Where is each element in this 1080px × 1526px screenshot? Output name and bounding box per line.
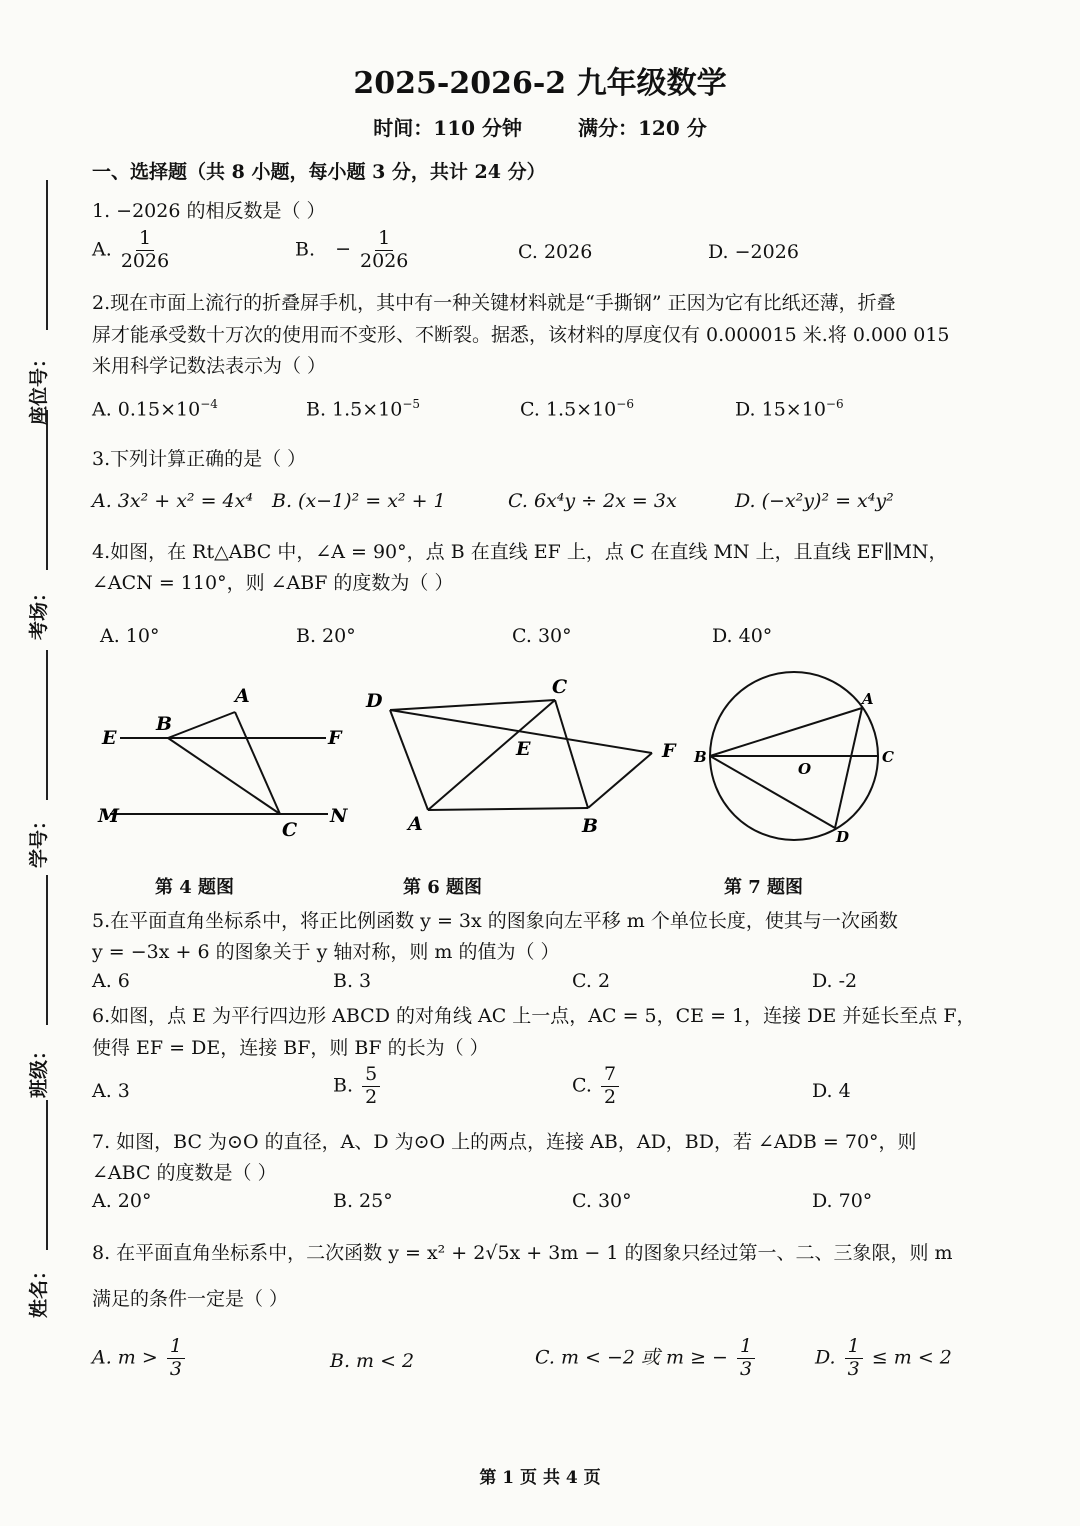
exam-room-label: 考场：: [28, 582, 50, 640]
full-score: 满分：120 分: [578, 116, 707, 140]
q6-line-1: 6.如图，点 E 为平行四边形 ABCD 的对角线 AC 上一点，AC = 5，CE = 1，连接 DE 并延长至点 F，: [92, 1005, 976, 1027]
q8-line-2: 满足的条件一定是（ ）: [92, 1288, 289, 1310]
fig4-label-f: F: [328, 727, 342, 749]
q7-option-d: D. 70°: [812, 1190, 873, 1212]
fig7-label-c: C: [882, 748, 894, 766]
q8-option-a: A. m > $\frac{1}{3}$: [92, 1336, 188, 1381]
q2-option-c: C. $1.5\times 10^{-6}$: [520, 397, 634, 421]
fig6-caption: 第 6 题图: [403, 877, 483, 898]
q6-b-fraction: $\frac{5}{2}$: [362, 1064, 380, 1109]
q1-a-fraction: $\frac{1}{2026}$: [120, 227, 170, 272]
q1-option-c: C. 2026: [518, 241, 593, 263]
fig6-label-a: A: [408, 813, 423, 835]
q7-option-c: C. 30°: [572, 1190, 632, 1212]
q6-option-d: D. 4: [812, 1080, 851, 1102]
figure-6: [360, 675, 690, 845]
binding-line: [46, 650, 48, 800]
q1-b-fraction: $\frac{1}{2026}$: [360, 227, 409, 272]
q8-c-fraction: $\frac{1}{3}$: [737, 1336, 755, 1381]
fig7-label-d: D: [836, 828, 850, 846]
q7-option-b: B. 25°: [333, 1190, 393, 1212]
q7-option-a: A. 20°: [92, 1190, 152, 1212]
q8-line-1: 8. 在平面直角坐标系中，二次函数 y = x² + 2√5x + 3m − 1 的图象只经过第一、二、三象限，则 m: [92, 1242, 953, 1264]
fig6-label-c: C: [552, 676, 568, 698]
q5-option-c: C. 2: [572, 970, 611, 992]
student-id-label: 学号：: [28, 810, 50, 868]
q2-option-b: B. $1.5\times 10^{-5}$: [306, 397, 421, 421]
q2-option-a: A. $0.15\times 10^{-4}$: [92, 397, 218, 421]
binding-line: [46, 410, 48, 570]
fig7-caption: 第 7 题图: [724, 877, 804, 898]
q8-a-fraction: $\frac{1}{3}$: [167, 1336, 185, 1381]
q6-c-fraction: $\frac{7}{2}$: [601, 1064, 619, 1109]
q6-option-b: B. $\frac{5}{2}$: [333, 1064, 383, 1109]
q1-stem: 1. −2026 的相反数是（ ）: [92, 200, 326, 222]
q2-line-3: 米用科学记数法表示为（ ）: [92, 355, 327, 377]
q4-option-a: A. 10°: [100, 625, 160, 647]
binding-line: [46, 1100, 48, 1250]
q5-option-b: B. 3: [333, 970, 372, 992]
q4-line-1: 4.如图，在 Rt△ABC 中，∠A = 90°，点 B 在直线 EF 上，点 C 在直线 MN 上，且直线 EF∥MN，: [92, 541, 948, 563]
q1-option-a: A. $\frac{1}{2026}$: [92, 227, 170, 272]
q2-line-2: 屏才能承受数十万次的使用而不变形、不断裂。据悉，该材料的厚度仅有 0.000015 米.将 0.000 015: [92, 324, 950, 346]
q2-line-1: 2.现在市面上流行的折叠屏手机，其中有一种关键材料就是“手撕钢” 正因为它有比纸还薄，折叠: [92, 292, 896, 314]
q2-option-d: D. $15\times 10^{-6}$: [735, 397, 844, 421]
fig4-label-e: E: [102, 727, 117, 749]
q6-option-a: A. 3: [92, 1080, 130, 1102]
fig6-label-d: D: [366, 690, 383, 712]
q8-option-d: D. $\frac{1}{3}$ ≤ m < 2: [815, 1335, 952, 1380]
q8-option-c: C. m < −2 或 m ≥ − $\frac{1}{3}$: [535, 1336, 758, 1381]
q3-option-b: B. (x−1)² = x² + 1: [272, 490, 446, 512]
q3-option-d: D. (−x²y)² = x⁴y²: [735, 490, 894, 512]
q5-line-1: 5.在平面直角坐标系中，将正比例函数 y = 3x 的图象向左平移 m 个单位长度，使其与一次函数: [92, 910, 898, 932]
q3-option-a: A. 3x² + x² = 4x⁴: [92, 490, 253, 512]
page-title: 2025-2026-2 九年级数学: [353, 66, 727, 101]
q7-line-2: ∠ABC 的度数是（ ）: [92, 1162, 277, 1184]
q3-option-c: C. 6x⁴y ÷ 2x = 3x: [508, 490, 677, 512]
q7-line-1: 7. 如图，BC 为⊙O 的直径，A、D 为⊙O 上的两点，连接 AB，AD，BD，若 ∠ADB = 70°，则: [92, 1131, 917, 1153]
fig4-label-a: A: [235, 685, 250, 707]
fig4-label-b: B: [156, 713, 173, 735]
fig7-label-a: A: [862, 690, 874, 708]
binding-line: [46, 875, 48, 1025]
q6-option-c: C. $\frac{7}{2}$: [572, 1064, 622, 1109]
fig4-label-n: N: [330, 805, 348, 827]
page-footer: 第 1 页 共 4 页: [479, 1468, 601, 1488]
fig6-label-f: F: [662, 740, 676, 762]
fig4-caption: 第 4 题图: [155, 877, 235, 898]
fig7-label-b: B: [694, 748, 707, 766]
q5-line-2: y = −3x + 6 的图象关于 y 轴对称，则 m 的值为（ ）: [92, 941, 560, 963]
q5-option-a: A. 6: [92, 970, 130, 992]
fig6-label-e: E: [516, 738, 531, 760]
q1-option-b: B. − $\frac{1}{2026}$: [295, 227, 409, 272]
section-title: 一、选择题（共 8 小题，每小题 3 分，共计 24 分）: [92, 161, 546, 183]
fig4-label-c: C: [282, 819, 298, 841]
q8-d-fraction: $\frac{1}{3}$: [845, 1336, 863, 1381]
name-label: 姓名：: [28, 1260, 50, 1318]
q3-stem: 3.下列计算正确的是（ ）: [92, 448, 307, 470]
class-label: 班级：: [28, 1040, 50, 1098]
figure-4: [90, 670, 360, 850]
time-limit: 时间：110 分钟: [373, 116, 522, 140]
seat-number-label: 座位号：: [28, 348, 50, 425]
q4-option-c: C. 30°: [512, 625, 572, 647]
q4-option-b: B. 20°: [296, 625, 356, 647]
q1-option-d: D. −2026: [708, 241, 799, 263]
binding-line: [46, 180, 48, 330]
fig7-label-o: O: [798, 760, 812, 778]
figure-7: [690, 668, 910, 848]
q5-option-d: D. -2: [812, 970, 858, 992]
fig4-label-m: M: [98, 805, 120, 827]
q4-option-d: D. 40°: [712, 625, 773, 647]
q4-line-2: ∠ACN = 110°，则 ∠ABF 的度数为（ ）: [92, 572, 454, 594]
q6-line-2: 使得 EF = DE，连接 BF，则 BF 的长为（ ）: [92, 1037, 489, 1059]
exam-meta: [0, 112, 1080, 141]
q8-option-b: B. m < 2: [330, 1350, 415, 1372]
fig6-label-b: B: [582, 815, 599, 837]
